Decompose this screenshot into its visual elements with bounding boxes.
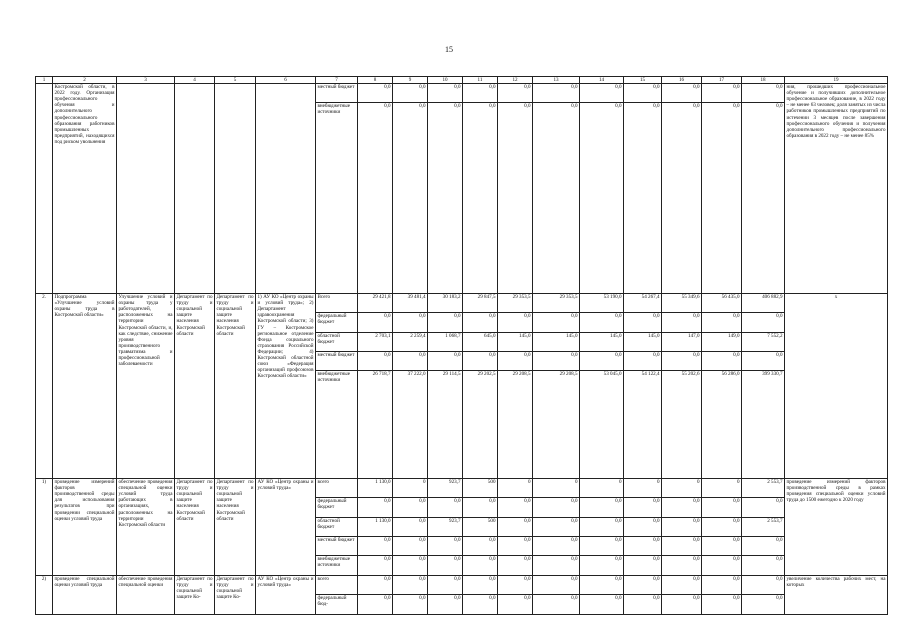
cell-col2: Костромской области, в 2022 году. Организация профессионального обучения и дополнительного профессионального образования работников промышленных предприятий, находящихся под риском увольнения <box>53 84 117 294</box>
funding-value: 0,0 <box>776 595 783 602</box>
funding-value: 0,0 <box>702 537 741 556</box>
cell-col2: Подпрограмма «Улучшение условий охраны труда в Костромской области» <box>53 294 117 479</box>
value-column <box>358 294 393 479</box>
funding-value: 54 267,4 <box>624 294 661 313</box>
funding-value: 0 <box>498 479 532 498</box>
funding-value: 0,0 <box>384 103 391 110</box>
cell-col19: увеличение количества рабочих мест, на которых <box>785 576 888 615</box>
cell-col3 <box>117 84 175 294</box>
value-column <box>702 294 742 479</box>
funding-value: 0,0 <box>693 595 700 602</box>
funding-source: федеральный бюджет <box>316 498 357 517</box>
funding-value: 0,0 <box>498 84 532 103</box>
value-column <box>580 479 624 576</box>
funding-value: 0,0 <box>624 537 661 556</box>
funding-value: 29 353,5 <box>533 294 579 313</box>
funding-value: 0,0 <box>742 352 784 371</box>
value-column <box>428 84 463 294</box>
cell-col4 <box>175 84 215 294</box>
funding-value: 0,0 <box>454 556 461 563</box>
funding-value: 923,7 <box>428 518 462 537</box>
value-column <box>742 479 785 576</box>
funding-value: 55 202,6 <box>681 371 700 378</box>
funding-value: 0,0 <box>498 537 532 556</box>
table-row <box>36 294 888 479</box>
program-table <box>35 76 888 615</box>
column-header: 7 <box>316 77 358 84</box>
value-column <box>358 576 393 615</box>
row-number: 2. <box>36 294 53 479</box>
cell-col4: Департамент по труду и социальной защите населения Костромской области <box>175 294 215 479</box>
value-column <box>428 479 463 576</box>
funding-value: 0,0 <box>498 576 532 595</box>
funding-value: 55 349,6 <box>662 294 701 313</box>
value-column <box>533 479 580 576</box>
funding-value: 29 208,5 <box>559 371 578 378</box>
funding-value: 0,0 <box>393 518 427 537</box>
funding-value: 0,0 <box>624 84 661 103</box>
funding-value: 53 190,0 <box>580 294 623 313</box>
funding-value: 0,0 <box>419 556 426 563</box>
cell-col6: 1) АУ КО «Центр охраны и условий труда»; 2) Департамент здравоохранения Костромской области; 3) ГУ – Костромское региональное отделение Фонда социального страхования Российской Федерации; 4) Костромской областной союз «Федерация организаций профсоюзов Костромской области» <box>256 294 316 479</box>
funding-value: 645,0 <box>463 333 497 352</box>
funding-value: 0,0 <box>702 518 741 537</box>
funding-value: 0,0 <box>463 84 497 103</box>
funding-value: 0,0 <box>533 84 579 103</box>
funding-source: федеральный бюд- <box>317 595 347 608</box>
funding-value: 145,0 <box>498 333 532 352</box>
value-column <box>702 576 742 615</box>
funding-value: 0,0 <box>358 84 392 103</box>
value-column <box>498 576 533 615</box>
funding-value: 923,7 <box>428 479 462 498</box>
funding-source: областной бюджет <box>316 518 357 537</box>
value-column <box>428 576 463 615</box>
column-header: 12 <box>498 77 533 84</box>
column-header: 11 <box>463 77 498 84</box>
funding-source: Всего <box>316 294 357 313</box>
funding-value: 0,0 <box>580 518 623 537</box>
value-column <box>742 294 785 479</box>
table-row <box>36 84 888 294</box>
cell-col19: х <box>785 294 888 479</box>
funding-value: 26 718,7 <box>372 371 391 378</box>
column-header: 8 <box>358 77 393 84</box>
column-header: 6 <box>256 77 316 84</box>
funding-value: 0 <box>624 479 661 498</box>
funding-value: 145,0 <box>580 333 623 352</box>
funding-value: 29 847,5 <box>463 294 497 313</box>
funding-value: 53 045,0 <box>603 371 622 378</box>
value-column <box>662 84 702 294</box>
funding-source: всего <box>316 479 357 498</box>
funding-value: 0,0 <box>624 518 661 537</box>
value-column <box>463 576 498 615</box>
value-column <box>498 479 533 576</box>
value-column <box>428 294 463 479</box>
cell-col19: проведение измерений факторов производственной среды в рамках проведения специальной оценки условий труда до 1500 ежегодно к 2020 году <box>785 479 888 576</box>
value-column <box>624 294 662 479</box>
row-number <box>36 84 53 294</box>
funding-value: 0,0 <box>580 498 623 517</box>
funding-value: 0,0 <box>662 576 701 595</box>
funding-value: 0,0 <box>624 576 661 595</box>
value-column <box>580 294 624 479</box>
funding-value: 0,0 <box>384 595 391 602</box>
value-column <box>533 294 580 479</box>
funding-source: местный бюджет <box>316 84 357 103</box>
column-header: 19 <box>785 77 888 84</box>
funding-value: 0,0 <box>533 537 579 556</box>
funding-value: 0 <box>662 479 701 498</box>
funding-value: 0,0 <box>358 498 392 517</box>
funding-value: 0,0 <box>428 352 462 371</box>
cell-col5: Департамент по труду и социальной защите населения Костромской области <box>215 479 256 576</box>
funding-value: 500 <box>463 479 497 498</box>
funding-value: 0,0 <box>624 352 661 371</box>
row-number: 2) <box>36 576 53 615</box>
funding-source: местный бюджет <box>316 352 357 371</box>
funding-value: 0,0 <box>524 103 531 110</box>
funding-value: 0 <box>393 479 427 498</box>
funding-value: 0,0 <box>393 498 427 517</box>
funding-value: 29 202,5 <box>477 371 496 378</box>
value-column <box>393 84 428 294</box>
funding-value: 0,0 <box>489 595 496 602</box>
funding-value: 0,0 <box>624 498 661 517</box>
funding-value: 0,0 <box>393 313 427 332</box>
funding-value: 54 122,4 <box>641 371 660 378</box>
funding-value: 0,0 <box>742 498 784 517</box>
column-header: 10 <box>428 77 463 84</box>
funding-value: 7 552,2 <box>742 333 784 352</box>
value-column <box>463 479 498 576</box>
value-column <box>662 576 702 615</box>
funding-value: 2 259,4 <box>393 333 427 352</box>
funding-value: 0,0 <box>358 576 392 595</box>
funding-value: 1 068,7 <box>428 333 462 352</box>
column-header: 13 <box>533 77 580 84</box>
funding-value: 0,0 <box>776 556 783 563</box>
funding-value: 0,0 <box>580 313 623 332</box>
funding-value: 0,0 <box>419 103 426 110</box>
funding-value: 0,0 <box>702 313 741 332</box>
funding-value: 0,0 <box>742 84 784 103</box>
funding-value: 0 <box>702 479 741 498</box>
column-header: 2 <box>53 77 117 84</box>
funding-value: 0,0 <box>489 556 496 563</box>
value-column <box>358 84 393 294</box>
funding-value: 0,0 <box>702 84 741 103</box>
value-column <box>498 294 533 479</box>
funding-value: 0,0 <box>463 498 497 517</box>
funding-value: 2 703,1 <box>358 333 392 352</box>
funding-value: 0,0 <box>742 576 784 595</box>
funding-value: 2 553,7 <box>742 518 784 537</box>
funding-value: 39 481,4 <box>393 294 427 313</box>
funding-value: 0,0 <box>662 313 701 332</box>
funding-value: 0,0 <box>733 556 740 563</box>
value-column <box>393 576 428 615</box>
funding-source: всего <box>316 576 357 595</box>
funding-value: 0,0 <box>358 313 392 332</box>
cell-col2: проведение специальной оценки условий труда <box>53 576 117 615</box>
funding-value: 149,0 <box>702 333 741 352</box>
funding-value: 0,0 <box>393 352 427 371</box>
value-column <box>624 576 662 615</box>
value-column <box>358 479 393 576</box>
funding-value: 0,0 <box>384 556 391 563</box>
funding-source: внебюджетные источники <box>317 103 350 116</box>
funding-value: 0,0 <box>742 313 784 332</box>
funding-value: 0,0 <box>454 595 461 602</box>
funding-value: 0,0 <box>393 84 427 103</box>
funding-source: внебюджетные источники <box>317 556 350 569</box>
funding-value: 0,0 <box>742 537 784 556</box>
funding-source: федеральный бюджет <box>316 313 357 332</box>
funding-value: 29 208,5 <box>512 371 531 378</box>
column-header: 9 <box>393 77 428 84</box>
funding-value: 0,0 <box>428 498 462 517</box>
column-header: 17 <box>702 77 742 84</box>
header-row <box>36 77 888 84</box>
funding-value: 29 353,5 <box>498 294 532 313</box>
value-column <box>702 479 742 576</box>
cell-col4: Департамент по труду и социальной защите населения Костромской области <box>175 479 215 576</box>
funding-value: 0,0 <box>463 313 497 332</box>
value-column <box>533 576 580 615</box>
cell-col19: ния, прошедших профессиональное обучение и получивших дополнительное профессиональное образование, в 2022 году – не менее 63 человек; доля занятых из числа работников промышленных предприятий по истечении 3 месяцев после завершения профессионального обучения и получения дополнительного профессионального образования в 2022 году – не менее 85% <box>785 84 888 294</box>
funding-value: 0,0 <box>498 498 532 517</box>
value-column <box>533 84 580 294</box>
funding-value: 0,0 <box>733 103 740 110</box>
cell-col3: Улучшение условий и охраны труда у работодателей, расположенных на территории Костромской области, и, как следствие, снижение уровня производственного травматизма и профессиональной заболеваемости <box>117 294 175 479</box>
cell-col3: обеспечение проведения специальной оценки условий труда работающих в организациях, расположенных на территории Костромской области <box>117 479 175 576</box>
column-header: 14 <box>580 77 624 84</box>
funding-value: 0,0 <box>454 103 461 110</box>
funding-value: 0,0 <box>498 313 532 332</box>
column-header: 5 <box>215 77 256 84</box>
funding-value: 0,0 <box>463 352 497 371</box>
funding-value: 37 222,0 <box>407 371 426 378</box>
funding-value: 0,0 <box>533 576 579 595</box>
cell-col3: обеспечение проведения специальной оценки <box>117 576 175 615</box>
funding-value: 0,0 <box>533 313 579 332</box>
table-row <box>36 479 888 576</box>
funding-value: 0,0 <box>533 498 579 517</box>
funding-value: 0,0 <box>428 537 462 556</box>
funding-value: 0,0 <box>498 352 532 371</box>
funding-value: 29 421,8 <box>358 294 392 313</box>
funding-value: 0,0 <box>463 537 497 556</box>
funding-value: 1 130,0 <box>358 518 392 537</box>
funding-value: 0,0 <box>393 576 427 595</box>
funding-value: 0,0 <box>653 595 660 602</box>
funding-value: 0,0 <box>615 595 622 602</box>
funding-value: 0,0 <box>580 576 623 595</box>
funding-value: 0,0 <box>463 576 497 595</box>
funding-value: 0,0 <box>662 537 701 556</box>
funding-value: 0,0 <box>533 518 579 537</box>
funding-value: 0,0 <box>615 556 622 563</box>
funding-value: 0,0 <box>662 498 701 517</box>
funding-value: 406 882,9 <box>742 294 784 313</box>
funding-value: 0,0 <box>419 595 426 602</box>
funding-value: 0,0 <box>580 537 623 556</box>
value-column <box>662 479 702 576</box>
funding-value: 145,0 <box>533 333 579 352</box>
funding-value: 0,0 <box>428 313 462 332</box>
column-header: 1 <box>36 77 53 84</box>
column-header: 3 <box>117 77 175 84</box>
funding-value: 56 286,0 <box>721 371 740 378</box>
value-column <box>498 84 533 294</box>
funding-value: 0,0 <box>498 518 532 537</box>
funding-value: 0,0 <box>358 537 392 556</box>
cell-col6: АУ КО «Центр охраны и условий труда» <box>256 479 316 576</box>
funding-value: 0,0 <box>653 103 660 110</box>
funding-value: 0,0 <box>393 537 427 556</box>
funding-value: 147,0 <box>662 333 701 352</box>
value-column <box>580 576 624 615</box>
cell-col5 <box>215 84 256 294</box>
funding-sources <box>316 576 358 615</box>
cell-col5: Департамент по труду и социальной защите населения Костромской области <box>215 294 256 479</box>
cell-col6 <box>256 84 316 294</box>
funding-value: 0,0 <box>662 352 701 371</box>
funding-value: 0,0 <box>428 84 462 103</box>
value-column <box>624 479 662 576</box>
funding-value: 0,0 <box>733 595 740 602</box>
funding-value: 145,0 <box>624 333 661 352</box>
cell-col5: Департамент по труду и социальной защите Ко- <box>215 576 256 615</box>
funding-source: внебюджетные источники <box>317 371 350 384</box>
funding-value: 0,0 <box>615 103 622 110</box>
funding-sources <box>316 479 358 576</box>
funding-sources <box>316 84 358 294</box>
funding-value: 0,0 <box>580 84 623 103</box>
column-header: 4 <box>175 77 215 84</box>
funding-value: 0,0 <box>693 556 700 563</box>
funding-value: 0,0 <box>702 576 741 595</box>
funding-value: 0,0 <box>524 595 531 602</box>
funding-value: 0,0 <box>776 103 783 110</box>
value-column <box>742 84 785 294</box>
funding-value: 56 435,0 <box>702 294 741 313</box>
value-column <box>702 84 742 294</box>
funding-value: 0,0 <box>702 352 741 371</box>
value-column <box>624 84 662 294</box>
value-column <box>662 294 702 479</box>
funding-value: 0,0 <box>571 595 578 602</box>
funding-value: 2 553,7 <box>742 479 784 498</box>
funding-value: 0,0 <box>580 352 623 371</box>
value-column <box>393 479 428 576</box>
column-header: 15 <box>624 77 662 84</box>
funding-value: 29 114,5 <box>442 371 461 378</box>
funding-value: 0,0 <box>489 103 496 110</box>
cell-col2: проведение измерений факторов производственной среды для использования результатов при проведении специальной оценки условий труда <box>53 479 117 576</box>
page-number: 15 <box>445 45 453 54</box>
funding-value: 0,0 <box>571 556 578 563</box>
column-header: 16 <box>662 77 702 84</box>
cell-col4: Департамент по труду и социальной защите Ко- <box>175 576 215 615</box>
funding-value: 0,0 <box>693 103 700 110</box>
funding-value: 0,0 <box>428 576 462 595</box>
funding-source: местный бюджет <box>316 537 357 556</box>
funding-value: 0 <box>533 479 579 498</box>
funding-value: 0,0 <box>662 84 701 103</box>
value-column <box>742 576 785 615</box>
funding-sources <box>316 294 358 479</box>
funding-value: 0,0 <box>653 556 660 563</box>
funding-value: 1 130,0 <box>358 479 392 498</box>
funding-value: 0,0 <box>662 518 701 537</box>
funding-value: 30 183,2 <box>428 294 462 313</box>
funding-value: 0,0 <box>624 313 661 332</box>
funding-value: 0,0 <box>533 352 579 371</box>
funding-value: 0,0 <box>702 498 741 517</box>
column-header: 18 <box>742 77 785 84</box>
value-column <box>463 84 498 294</box>
table-row <box>36 576 888 615</box>
funding-value: 0,0 <box>571 103 578 110</box>
funding-value: 0,0 <box>524 556 531 563</box>
funding-value: 0 <box>580 479 623 498</box>
value-column <box>580 84 624 294</box>
funding-value: 399 330,7 <box>762 371 783 378</box>
value-column <box>393 294 428 479</box>
funding-source: областной бюджет <box>316 333 357 352</box>
value-column <box>463 294 498 479</box>
row-number: 1) <box>36 479 53 576</box>
funding-value: 0,0 <box>358 352 392 371</box>
cell-col6: АУ КО «Центр охраны и условий труда» <box>256 576 316 615</box>
funding-value: 500 <box>463 518 497 537</box>
